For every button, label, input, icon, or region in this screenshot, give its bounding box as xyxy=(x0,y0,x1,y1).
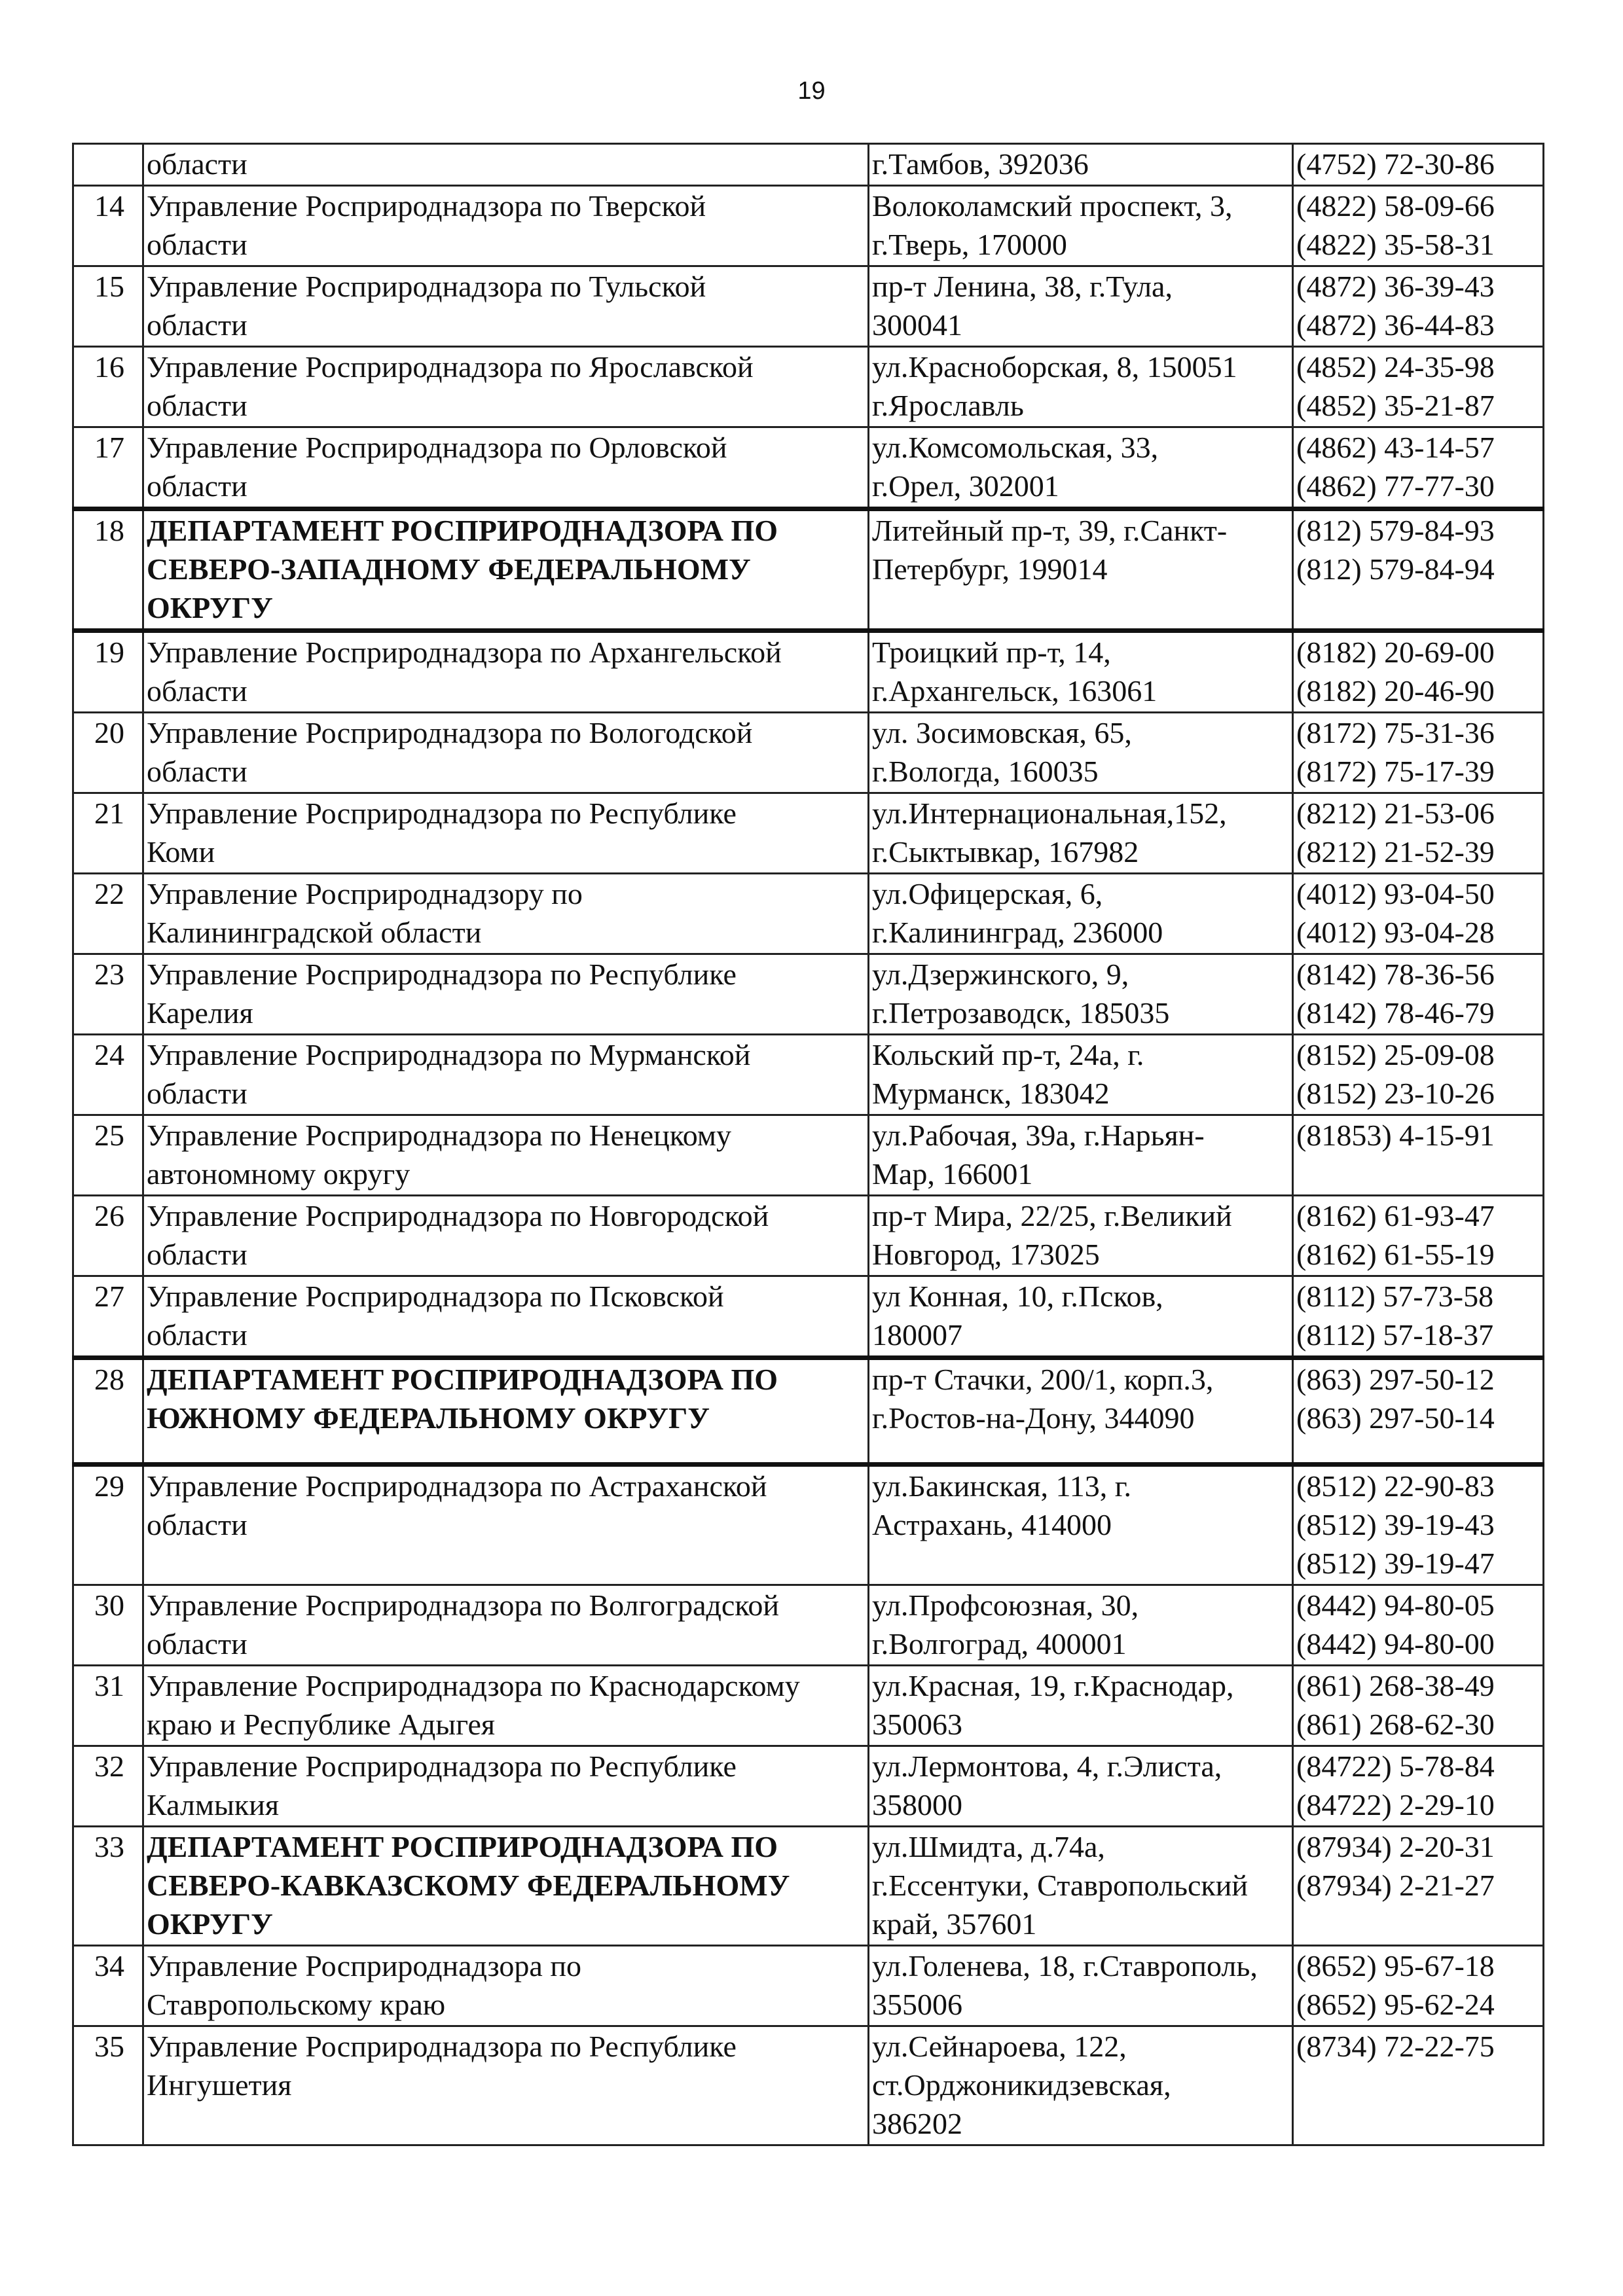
agency-name: Управление Росприроднадзора по Республике Карелия xyxy=(143,954,869,1035)
row-number: 22 xyxy=(73,874,143,954)
table-row xyxy=(73,1276,1544,1358)
table-row xyxy=(73,1465,1544,1585)
agency-phones: (8652) 95-67-18 (8652) 95-62-24 xyxy=(1293,1946,1544,2026)
agency-phones: (8512) 22-90-83 (8512) 39-19-43 (8512) 39-19-47 xyxy=(1293,1465,1544,1585)
department-name: ДЕПАРТАМЕНТ РОСПРИРОДНАДЗОРА ПО ЮЖНОМУ ФЕДЕРАЛЬНОМУ ОКРУГУ xyxy=(143,1358,869,1465)
agency-address: ул.Голенева, 18, г.Ставрополь, 355006 xyxy=(869,1946,1293,2026)
agency-table-body xyxy=(73,144,1544,2145)
row-number: 20 xyxy=(73,713,143,793)
agency-phones: (4012) 93-04-50 (4012) 93-04-28 xyxy=(1293,874,1544,954)
agency-name: Управление Росприроднадзора по Республике Калмыкия xyxy=(143,1746,869,1827)
row-number: 30 xyxy=(73,1585,143,1666)
row-number: 14 xyxy=(73,186,143,266)
agency-name: Управление Росприроднадзора по Краснодарскому краю и Республике Адыгея xyxy=(143,1666,869,1746)
department-row xyxy=(73,509,1544,631)
table-row xyxy=(73,347,1544,427)
department-name: ДЕПАРТАМЕНТ РОСПРИРОДНАДЗОРА ПО СЕВЕРО-ЗАПАДНОМУ ФЕДЕРАЛЬНОМУ ОКРУГУ xyxy=(143,509,869,631)
department-address: Литейный пр-т, 39, г.Санкт- Петербург, 199014 xyxy=(869,509,1293,631)
department-phones: (863) 297-50-12 (863) 297-50-14 xyxy=(1293,1358,1544,1465)
agency-address: ул.Офицерская, 6, г.Калининград, 236000 xyxy=(869,874,1293,954)
agency-name: Управление Росприроднадзора по Ставропольскому краю xyxy=(143,1946,869,2026)
table-row xyxy=(73,1115,1544,1196)
agency-address: ул.Дзержинского, 9, г.Петрозаводск, 185035 xyxy=(869,954,1293,1035)
row-number: 26 xyxy=(73,1196,143,1276)
table-row xyxy=(73,1666,1544,1746)
agency-name: Управление Росприроднадзора по Астраханской области xyxy=(143,1465,869,1585)
department-phones: (812) 579-84-93 (812) 579-84-94 xyxy=(1293,509,1544,631)
agency-name: Управление Росприроднадзора по Республике Коми xyxy=(143,793,869,874)
department-phones: (87934) 2-20-31 (87934) 2-21-27 xyxy=(1293,1827,1544,1946)
agency-name: Управление Росприроднадзора по Тульской области xyxy=(143,266,869,347)
agency-phones: (4752) 72-30-86 xyxy=(1293,144,1544,186)
agency-phones: (8212) 21-53-06 (8212) 21-52-39 xyxy=(1293,793,1544,874)
agency-name: области xyxy=(143,144,869,186)
agency-phones: (861) 268-38-49 (861) 268-62-30 xyxy=(1293,1666,1544,1746)
agency-name: Управление Росприроднадзору по Калининградской области xyxy=(143,874,869,954)
agency-address: ул Конная, 10, г.Псков, 180007 xyxy=(869,1276,1293,1358)
agency-address: г.Тамбов, 392036 xyxy=(869,144,1293,186)
table-row xyxy=(73,427,1544,509)
agency-address: ул. Зосимовская, 65, г.Вологда, 160035 xyxy=(869,713,1293,793)
table-row xyxy=(73,874,1544,954)
agency-name: Управление Росприроднадзора по Тверской области xyxy=(143,186,869,266)
table-row xyxy=(73,186,1544,266)
row-number: 34 xyxy=(73,1946,143,2026)
row-number: 21 xyxy=(73,793,143,874)
agency-phones: (8734) 72-22-75 xyxy=(1293,2026,1544,2145)
table-row xyxy=(73,1946,1544,2026)
row-number: 28 xyxy=(73,1358,143,1465)
agency-address: пр-т Мира, 22/25, г.Великий Новгород, 173025 xyxy=(869,1196,1293,1276)
agency-address: Кольский пр-т, 24а, г. Мурманск, 183042 xyxy=(869,1035,1293,1115)
agency-address: ул.Лермонтова, 4, г.Элиста, 358000 xyxy=(869,1746,1293,1827)
row-number: 32 xyxy=(73,1746,143,1827)
table-row xyxy=(73,144,1544,186)
table-row xyxy=(73,1196,1544,1276)
row-number xyxy=(73,144,143,186)
agency-name: Управление Росприроднадзора по Мурманской области xyxy=(143,1035,869,1115)
row-number: 27 xyxy=(73,1276,143,1358)
agency-name: Управление Росприроднадзора по Волгоградской области xyxy=(143,1585,869,1666)
table-row xyxy=(73,631,1544,713)
agency-address: Волоколамский проспект, 3, г.Тверь, 170000 xyxy=(869,186,1293,266)
row-number: 33 xyxy=(73,1827,143,1946)
agency-phones: (8152) 25-09-08 (8152) 23-10-26 xyxy=(1293,1035,1544,1115)
agency-phones: (81853) 4-15-91 xyxy=(1293,1115,1544,1196)
agency-name: Управление Росприроднадзора по Ярославской области xyxy=(143,347,869,427)
row-number: 25 xyxy=(73,1115,143,1196)
agency-phones: (8142) 78-36-56 (8142) 78-46-79 xyxy=(1293,954,1544,1035)
row-number: 31 xyxy=(73,1666,143,1746)
page-number: 19 xyxy=(797,77,826,105)
table-row xyxy=(73,954,1544,1035)
table-row xyxy=(73,266,1544,347)
department-name: ДЕПАРТАМЕНТ РОСПРИРОДНАДЗОРА ПО СЕВЕРО-КАВКАЗСКОМУ ФЕДЕРАЛЬНОМУ ОКРУГУ xyxy=(143,1827,869,1946)
table-row xyxy=(73,1746,1544,1827)
agency-phones: (4872) 36-39-43 (4872) 36-44-83 xyxy=(1293,266,1544,347)
agency-phones: (8112) 57-73-58 (8112) 57-18-37 xyxy=(1293,1276,1544,1358)
agency-phones: (84722) 5-78-84 (84722) 2-29-10 xyxy=(1293,1746,1544,1827)
agency-name: Управление Росприроднадзора по Архангельской области xyxy=(143,631,869,713)
row-number: 24 xyxy=(73,1035,143,1115)
department-row xyxy=(73,1827,1544,1946)
agency-address: ул.Профсоюзная, 30, г.Волгоград, 400001 xyxy=(869,1585,1293,1666)
agency-name: Управление Росприроднадзора по Новгородской области xyxy=(143,1196,869,1276)
agency-address: ул.Красная, 19, г.Краснодар, 350063 xyxy=(869,1666,1293,1746)
agency-name: Управление Росприроднадзора по Вологодской области xyxy=(143,713,869,793)
row-number: 15 xyxy=(73,266,143,347)
agency-phones: (8182) 20-69-00 (8182) 20-46-90 xyxy=(1293,631,1544,713)
agency-address: ул.Красноборская, 8, 150051 г.Ярославль xyxy=(869,347,1293,427)
department-row xyxy=(73,1358,1544,1465)
table-row xyxy=(73,2026,1544,2145)
department-address: пр-т Стачки, 200/1, корп.3, г.Ростов-на-Дону, 344090 xyxy=(869,1358,1293,1465)
agency-address: ул.Бакинская, 113, г. Астрахань, 414000 xyxy=(869,1465,1293,1585)
agency-phones: (8442) 94-80-05 (8442) 94-80-00 xyxy=(1293,1585,1544,1666)
agency-name: Управление Росприроднадзора по Орловской области xyxy=(143,427,869,509)
department-address: ул.Шмидта, д.74а, г.Ессентуки, Ставропольский край, 357601 xyxy=(869,1827,1293,1946)
agency-address: Троицкий пр-т, 14, г.Архангельск, 163061 xyxy=(869,631,1293,713)
agency-phones: (8172) 75-31-36 (8172) 75-17-39 xyxy=(1293,713,1544,793)
agency-address: пр-т Ленина, 38, г.Тула, 300041 xyxy=(869,266,1293,347)
agency-address: ул.Сейнароева, 122, ст.Орджоникидзевская, 386202 xyxy=(869,2026,1293,2145)
row-number: 16 xyxy=(73,347,143,427)
table-row xyxy=(73,1585,1544,1666)
agency-name: Управление Росприроднадзора по Ненецкому автономному округу xyxy=(143,1115,869,1196)
agency-phones: (4862) 43-14-57 (4862) 77-77-30 xyxy=(1293,427,1544,509)
agency-phones: (8162) 61-93-47 (8162) 61-55-19 xyxy=(1293,1196,1544,1276)
agency-table xyxy=(72,143,1544,2146)
row-number: 17 xyxy=(73,427,143,509)
agency-address: ул.Комсомольская, 33, г.Орел, 302001 xyxy=(869,427,1293,509)
agency-phones: (4822) 58-09-66 (4822) 35-58-31 xyxy=(1293,186,1544,266)
table-row xyxy=(73,793,1544,874)
table-row xyxy=(73,713,1544,793)
agency-name: Управление Росприроднадзора по Республике Ингушетия xyxy=(143,2026,869,2145)
agency-address: ул.Интернациональная,152, г.Сыктывкар, 167982 xyxy=(869,793,1293,874)
row-number: 19 xyxy=(73,631,143,713)
table-row xyxy=(73,1035,1544,1115)
row-number: 29 xyxy=(73,1465,143,1585)
row-number: 18 xyxy=(73,509,143,631)
agency-phones: (4852) 24-35-98 (4852) 35-21-87 xyxy=(1293,347,1544,427)
agency-name: Управление Росприроднадзора по Псковской области xyxy=(143,1276,869,1358)
row-number: 23 xyxy=(73,954,143,1035)
row-number: 35 xyxy=(73,2026,143,2145)
agency-address: ул.Рабочая, 39а, г.Нарьян- Мар, 166001 xyxy=(869,1115,1293,1196)
